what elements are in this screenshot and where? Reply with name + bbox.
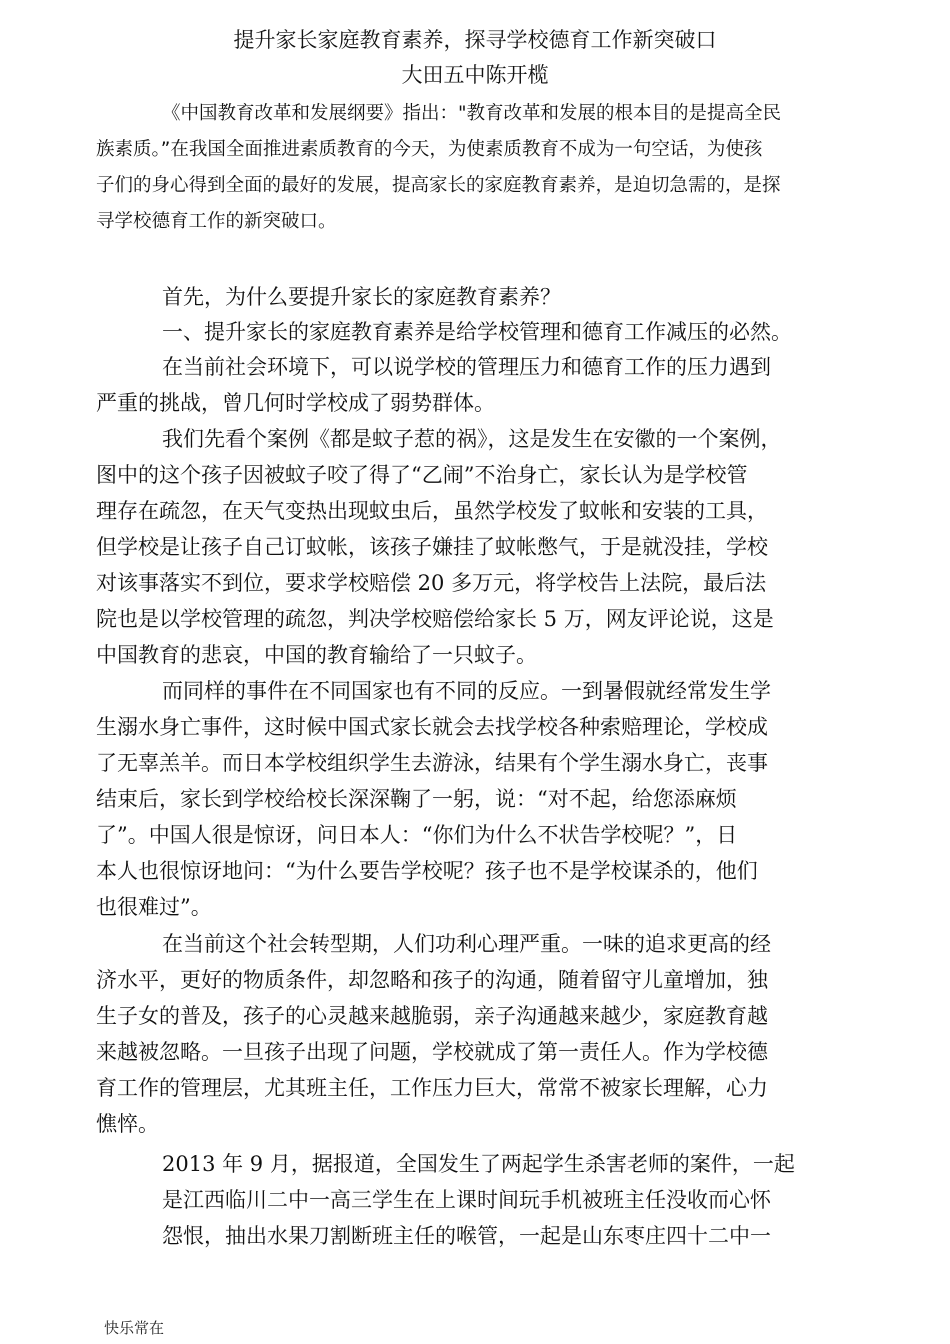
body-line: 了”。中国人很是惊讶，问日本人：“你们为什么不状告学校呢？”，日 bbox=[96, 823, 738, 847]
document-author: 大田五中陈开榄 bbox=[401, 63, 549, 87]
body-line: 也很难过”。 bbox=[96, 895, 212, 919]
body-line: 济水平，更好的物质条件，却忽略和孩子的沟通，随着留守儿童增加，独 bbox=[96, 968, 768, 992]
body-line: 图中的这个孩子因被蚊子咬了得了“乙闹”不治身亡，家长认为是学校管 bbox=[96, 463, 748, 487]
intro-line: 族素质。”在我国全面推进素质教育的今天，为使素质教育不成为一句空话，为使孩 bbox=[96, 139, 763, 160]
document-title: 提升家长家庭教育素养，探寻学校德育工作新突破口 bbox=[233, 28, 717, 52]
footer-text: 快乐常在 bbox=[104, 1319, 164, 1337]
body-line: 在当前这个社会转型期，人们功利心理严重。一味的追求更高的经 bbox=[162, 932, 771, 956]
body-line: 了无辜羔羊。而日本学校组织学生去游泳，结果有个学生溺水身亡，丧事 bbox=[96, 751, 768, 775]
body-line: 是江西临川二中一高三学生在上课时间玩手机被班主任没收而心怀 bbox=[162, 1188, 771, 1212]
body-line: 怨恨，抽出水果刀割断班主任的喉管，一起是山东枣庄四十二中一 bbox=[162, 1224, 771, 1248]
body-line: 一、提升家长的家庭教育素养是给学校管理和德育工作减压的必然。 bbox=[162, 320, 792, 344]
intro-line: 寻学校德育工作的新突破口。 bbox=[96, 211, 337, 232]
intro-line: 子们的身心得到全面的最好的发展，提高家长的家庭教育素养，是迫切急需的，是探 bbox=[96, 175, 781, 196]
body-line: 院也是以学校管理的疏忽，判决学校赔偿给家长 5 万，网友评论说，这是 bbox=[96, 607, 774, 631]
body-line: 生子女的普及，孩子的心灵越来越脆弱，亲子沟通越来越少，家庭教育越 bbox=[96, 1004, 768, 1028]
body-line: 对该事落实不到位，要求学校赔偿 20 多万元，将学校告上法院，最后法 bbox=[96, 571, 767, 595]
body-line: 育工作的管理层，尤其班主任，工作压力巨大，常常不被家长理解，心力 bbox=[96, 1076, 768, 1100]
body-line: 我们先看个案例《都是蚊子惹的祸》，这是发生在安徽的一个案例， bbox=[162, 427, 782, 451]
body-line: 中国教育的悲哀，中国的教育输给了一只蚊子。 bbox=[96, 643, 537, 667]
body-line: 理存在疏忽，在天气变热出现蚊虫后，虽然学校发了蚊帐和安装的工具， bbox=[96, 499, 768, 523]
body-line: 生溺水身亡事件，这时候中国式家长就会去找学校各种索赔理论，学校成 bbox=[96, 715, 768, 739]
body-line: 而同样的事件在不同国家也有不同的反应。一到暑假就经常发生学 bbox=[162, 679, 771, 703]
body-line: 来越被忽略。一旦孩子出现了问题，学校就成了第一责任人。作为学校德 bbox=[96, 1040, 768, 1064]
body-line: 严重的挑战，曾几何时学校成了弱势群体。 bbox=[96, 391, 495, 415]
body-line: 2013 年 9 月，据报道，全国发生了两起学生杀害老师的案件，一起 bbox=[162, 1152, 795, 1176]
body-line: 首先，为什么要提升家长的家庭教育素养？ bbox=[162, 285, 561, 309]
body-line: 但学校是让孩子自己订蚊帐，该孩子嫌挂了蚊帐憋气，于是就没挂，学校 bbox=[96, 535, 768, 559]
body-line: 在当前社会环境下，可以说学校的管理压力和德育工作的压力遇到 bbox=[162, 355, 771, 379]
body-line: 本人也很惊讶地问：“为什么要告学校呢？孩子也不是学校谋杀的，他们 bbox=[96, 859, 758, 883]
body-line: 憔悴。 bbox=[96, 1112, 159, 1136]
intro-line: 《中国教育改革和发展纲要》指出："教育改革和发展的根本目的是提高全民 bbox=[162, 103, 782, 124]
body-line: 结束后，家长到学校给校长深深鞠了一躬，说：“对不起，给您添麻烦 bbox=[96, 787, 737, 811]
